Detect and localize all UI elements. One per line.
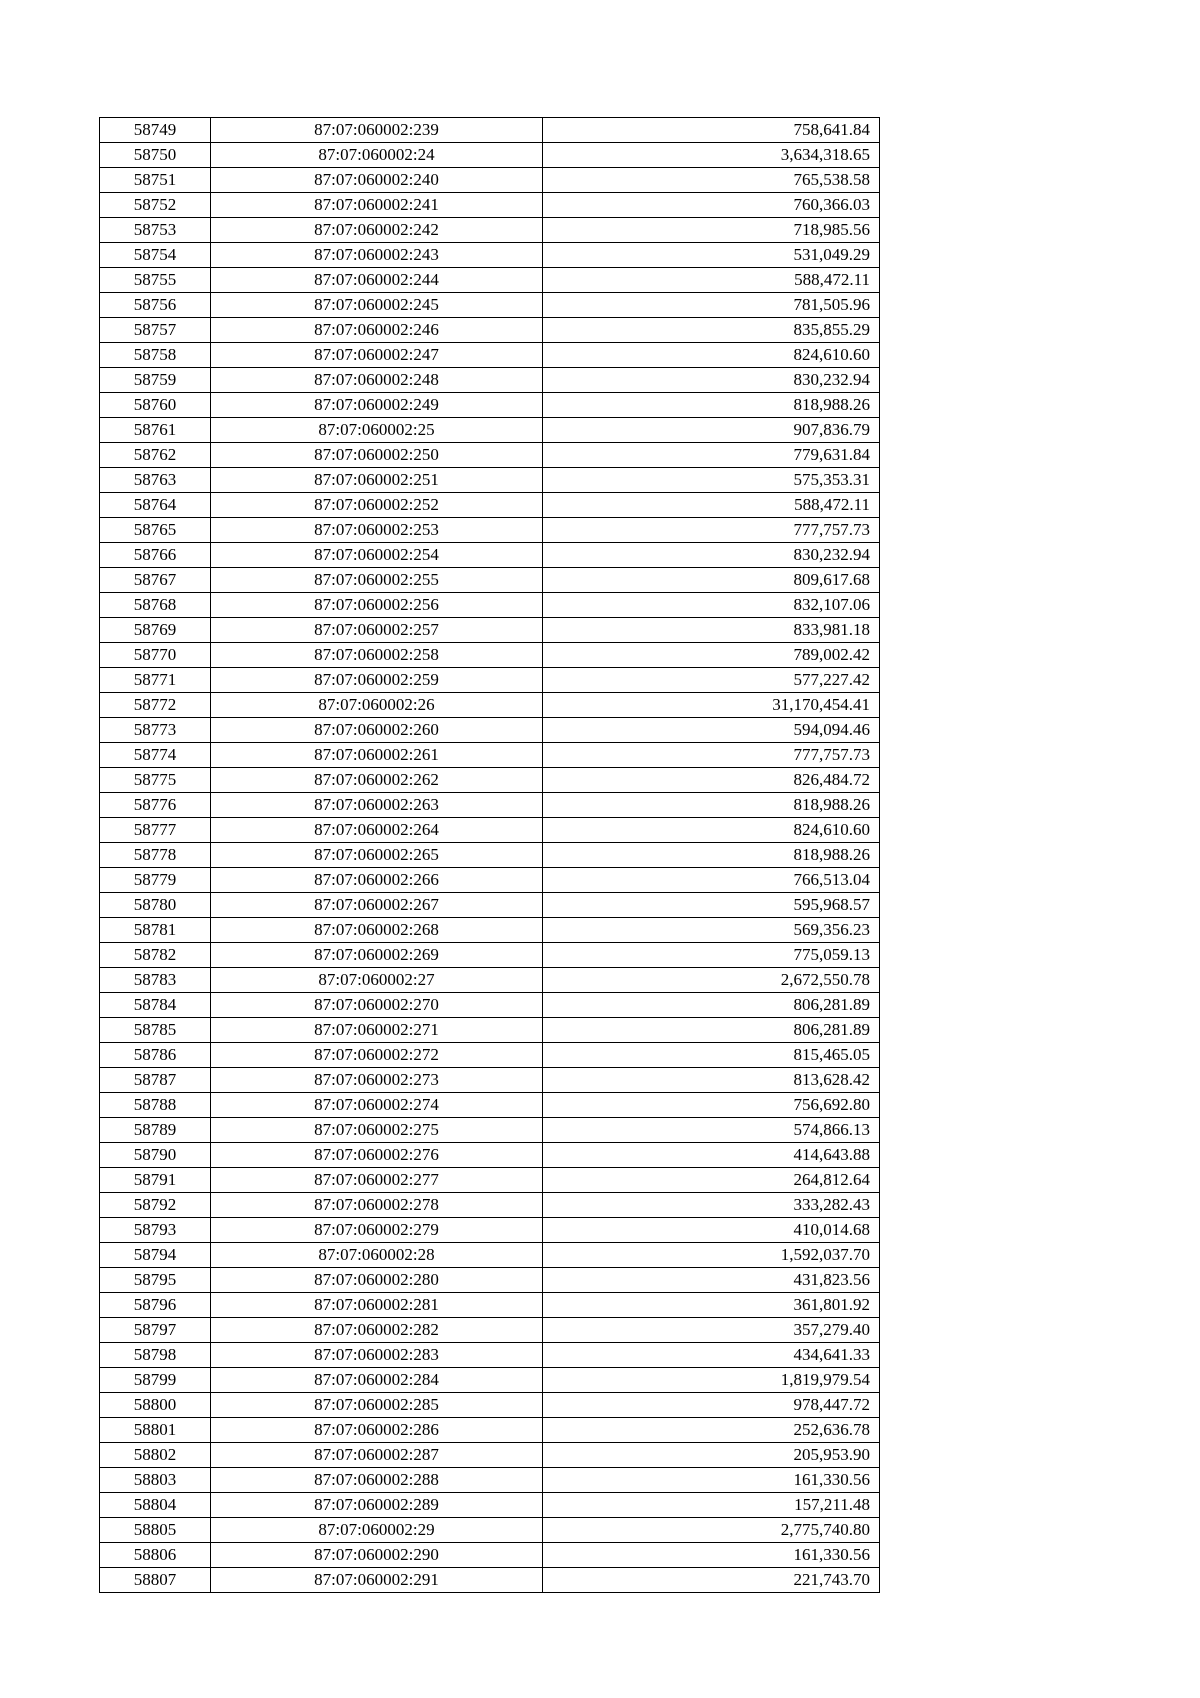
cadastral-number-cell: 87:07:060002:273 [211, 1068, 543, 1093]
table-row [100, 1568, 880, 1593]
cadastral-number-cell: 87:07:060002:24 [211, 143, 543, 168]
cadastral-value-cell: 414,643.88 [543, 1143, 880, 1168]
row-number-cell: 58797 [100, 1318, 211, 1343]
table-row [100, 1018, 880, 1043]
cadastral-number-cell: 87:07:060002:276 [211, 1143, 543, 1168]
cadastral-value-cell: 221,743.70 [543, 1568, 880, 1593]
table-row [100, 293, 880, 318]
cadastral-number-cell: 87:07:060002:290 [211, 1543, 543, 1568]
cadastral-value-cell: 766,513.04 [543, 868, 880, 893]
row-number-cell: 58786 [100, 1043, 211, 1068]
table-row [100, 893, 880, 918]
cadastral-value-cell: 818,988.26 [543, 793, 880, 818]
cadastral-number-cell: 87:07:060002:286 [211, 1418, 543, 1443]
row-number-cell: 58768 [100, 593, 211, 618]
table-row [100, 943, 880, 968]
cadastral-value-cell: 806,281.89 [543, 1018, 880, 1043]
row-number-cell: 58766 [100, 543, 211, 568]
cadastral-value-cell: 818,988.26 [543, 393, 880, 418]
row-number-cell: 58752 [100, 193, 211, 218]
table-row [100, 193, 880, 218]
row-number-cell: 58750 [100, 143, 211, 168]
cadastral-value-cell: 595,968.57 [543, 893, 880, 918]
table-row [100, 868, 880, 893]
cadastral-number-cell: 87:07:060002:241 [211, 193, 543, 218]
cadastral-number-cell: 87:07:060002:29 [211, 1518, 543, 1543]
table-row [100, 1193, 880, 1218]
table-row [100, 343, 880, 368]
row-number-cell: 58762 [100, 443, 211, 468]
row-number-cell: 58773 [100, 718, 211, 743]
cadastral-value-cell: 824,610.60 [543, 343, 880, 368]
row-number-cell: 58793 [100, 1218, 211, 1243]
row-number-cell: 58800 [100, 1393, 211, 1418]
cadastral-value-cell: 824,610.60 [543, 818, 880, 843]
table-row [100, 793, 880, 818]
row-number-cell: 58755 [100, 268, 211, 293]
table-row [100, 118, 880, 143]
table-row [100, 518, 880, 543]
table-row [100, 1493, 880, 1518]
table-row [100, 768, 880, 793]
table-row [100, 1393, 880, 1418]
cadastral-number-cell: 87:07:060002:287 [211, 1443, 543, 1468]
cadastral-value-cell: 1,819,979.54 [543, 1368, 880, 1393]
row-number-cell: 58794 [100, 1243, 211, 1268]
cadastral-value-cell: 161,330.56 [543, 1543, 880, 1568]
cadastral-number-cell: 87:07:060002:284 [211, 1368, 543, 1393]
cadastral-number-cell: 87:07:060002:275 [211, 1118, 543, 1143]
table-row [100, 693, 880, 718]
cadastral-value-cell: 907,836.79 [543, 418, 880, 443]
cadastre-value-table [99, 117, 880, 1593]
row-number-cell: 58769 [100, 618, 211, 643]
table-row [100, 643, 880, 668]
cadastral-value-cell: 157,211.48 [543, 1493, 880, 1518]
table-body [100, 118, 880, 1593]
cadastral-value-cell: 777,757.73 [543, 743, 880, 768]
table-row [100, 668, 880, 693]
cadastral-number-cell: 87:07:060002:252 [211, 493, 543, 518]
cadastral-number-cell: 87:07:060002:263 [211, 793, 543, 818]
cadastral-number-cell: 87:07:060002:25 [211, 418, 543, 443]
cadastral-number-cell: 87:07:060002:274 [211, 1093, 543, 1118]
cadastral-value-cell: 1,592,037.70 [543, 1243, 880, 1268]
cadastral-value-cell: 434,641.33 [543, 1343, 880, 1368]
table-row [100, 318, 880, 343]
cadastral-number-cell: 87:07:060002:270 [211, 993, 543, 1018]
table-row [100, 1468, 880, 1493]
cadastral-number-cell: 87:07:060002:285 [211, 1393, 543, 1418]
row-number-cell: 58765 [100, 518, 211, 543]
cadastral-value-cell: 361,801.92 [543, 1293, 880, 1318]
cadastral-number-cell: 87:07:060002:250 [211, 443, 543, 468]
cadastral-value-cell: 31,170,454.41 [543, 693, 880, 718]
cadastral-number-cell: 87:07:060002:247 [211, 343, 543, 368]
row-number-cell: 58791 [100, 1168, 211, 1193]
table-row [100, 1218, 880, 1243]
cadastral-value-cell: 756,692.80 [543, 1093, 880, 1118]
cadastral-value-cell: 2,775,740.80 [543, 1518, 880, 1543]
cadastral-value-cell: 775,059.13 [543, 943, 880, 968]
table-row [100, 268, 880, 293]
table-row [100, 993, 880, 1018]
table-row [100, 1293, 880, 1318]
cadastral-value-cell: 594,094.46 [543, 718, 880, 743]
cadastral-value-cell: 765,538.58 [543, 168, 880, 193]
cadastral-value-cell: 779,631.84 [543, 443, 880, 468]
cadastral-value-cell: 718,985.56 [543, 218, 880, 243]
cadastral-value-cell: 205,953.90 [543, 1443, 880, 1468]
cadastral-number-cell: 87:07:060002:244 [211, 268, 543, 293]
row-number-cell: 58763 [100, 468, 211, 493]
cadastral-number-cell: 87:07:060002:266 [211, 868, 543, 893]
cadastral-value-cell: 789,002.42 [543, 643, 880, 668]
row-number-cell: 58804 [100, 1493, 211, 1518]
cadastral-value-cell: 264,812.64 [543, 1168, 880, 1193]
row-number-cell: 58795 [100, 1268, 211, 1293]
cadastral-number-cell: 87:07:060002:282 [211, 1318, 543, 1343]
cadastral-value-cell: 161,330.56 [543, 1468, 880, 1493]
table-row [100, 1143, 880, 1168]
table-row [100, 718, 880, 743]
cadastral-number-cell: 87:07:060002:27 [211, 968, 543, 993]
row-number-cell: 58787 [100, 1068, 211, 1093]
table-row [100, 468, 880, 493]
row-number-cell: 58785 [100, 1018, 211, 1043]
cadastral-number-cell: 87:07:060002:288 [211, 1468, 543, 1493]
table-row [100, 1118, 880, 1143]
cadastral-value-cell: 333,282.43 [543, 1193, 880, 1218]
table-row [100, 968, 880, 993]
table-row [100, 1068, 880, 1093]
row-number-cell: 58798 [100, 1343, 211, 1368]
row-number-cell: 58767 [100, 568, 211, 593]
table-row [100, 493, 880, 518]
cadastral-number-cell: 87:07:060002:283 [211, 1343, 543, 1368]
table-row [100, 1443, 880, 1468]
row-number-cell: 58806 [100, 1543, 211, 1568]
table-row [100, 168, 880, 193]
row-number-cell: 58802 [100, 1443, 211, 1468]
cadastral-value-cell: 569,356.23 [543, 918, 880, 943]
table-row [100, 918, 880, 943]
cadastral-value-cell: 575,353.31 [543, 468, 880, 493]
table-row [100, 243, 880, 268]
cadastral-value-cell: 815,465.05 [543, 1043, 880, 1068]
row-number-cell: 58780 [100, 893, 211, 918]
table-row [100, 218, 880, 243]
row-number-cell: 58778 [100, 843, 211, 868]
cadastral-value-cell: 813,628.42 [543, 1068, 880, 1093]
cadastral-number-cell: 87:07:060002:258 [211, 643, 543, 668]
cadastral-number-cell: 87:07:060002:280 [211, 1268, 543, 1293]
cadastral-number-cell: 87:07:060002:26 [211, 693, 543, 718]
table-row [100, 1518, 880, 1543]
cadastral-value-cell: 431,823.56 [543, 1268, 880, 1293]
row-number-cell: 58789 [100, 1118, 211, 1143]
table-row [100, 1043, 880, 1068]
cadastral-value-cell: 588,472.11 [543, 493, 880, 518]
table-row [100, 368, 880, 393]
cadastral-number-cell: 87:07:060002:243 [211, 243, 543, 268]
table-row [100, 1268, 880, 1293]
cadastral-number-cell: 87:07:060002:289 [211, 1493, 543, 1518]
cadastral-value-cell: 978,447.72 [543, 1393, 880, 1418]
cadastral-number-cell: 87:07:060002:245 [211, 293, 543, 318]
table-row [100, 1243, 880, 1268]
row-number-cell: 58803 [100, 1468, 211, 1493]
row-number-cell: 58775 [100, 768, 211, 793]
cadastral-value-cell: 781,505.96 [543, 293, 880, 318]
table-row [100, 393, 880, 418]
cadastral-number-cell: 87:07:060002:269 [211, 943, 543, 968]
cadastral-value-cell: 835,855.29 [543, 318, 880, 343]
cadastral-value-cell: 809,617.68 [543, 568, 880, 593]
row-number-cell: 58753 [100, 218, 211, 243]
row-number-cell: 58792 [100, 1193, 211, 1218]
cadastral-number-cell: 87:07:060002:239 [211, 118, 543, 143]
table-row [100, 1368, 880, 1393]
row-number-cell: 58759 [100, 368, 211, 393]
cadastral-number-cell: 87:07:060002:272 [211, 1043, 543, 1068]
cadastral-number-cell: 87:07:060002:262 [211, 768, 543, 793]
cadastral-number-cell: 87:07:060002:260 [211, 718, 543, 743]
table-row [100, 418, 880, 443]
row-number-cell: 58761 [100, 418, 211, 443]
cadastral-number-cell: 87:07:060002:255 [211, 568, 543, 593]
cadastral-number-cell: 87:07:060002:281 [211, 1293, 543, 1318]
cadastral-number-cell: 87:07:060002:253 [211, 518, 543, 543]
cadastral-number-cell: 87:07:060002:251 [211, 468, 543, 493]
cadastral-number-cell: 87:07:060002:277 [211, 1168, 543, 1193]
cadastral-number-cell: 87:07:060002:28 [211, 1243, 543, 1268]
row-number-cell: 58776 [100, 793, 211, 818]
cadastral-number-cell: 87:07:060002:265 [211, 843, 543, 868]
cadastral-number-cell: 87:07:060002:246 [211, 318, 543, 343]
row-number-cell: 58774 [100, 743, 211, 768]
cadastral-number-cell: 87:07:060002:291 [211, 1568, 543, 1593]
row-number-cell: 58784 [100, 993, 211, 1018]
cadastral-number-cell: 87:07:060002:268 [211, 918, 543, 943]
cadastral-value-cell: 588,472.11 [543, 268, 880, 293]
cadastral-value-cell: 758,641.84 [543, 118, 880, 143]
cadastral-number-cell: 87:07:060002:267 [211, 893, 543, 918]
cadastral-value-cell: 830,232.94 [543, 543, 880, 568]
row-number-cell: 58790 [100, 1143, 211, 1168]
row-number-cell: 58772 [100, 693, 211, 718]
cadastral-number-cell: 87:07:060002:242 [211, 218, 543, 243]
row-number-cell: 58783 [100, 968, 211, 993]
cadastral-value-cell: 252,636.78 [543, 1418, 880, 1443]
table-row [100, 1343, 880, 1368]
cadastral-number-cell: 87:07:060002:240 [211, 168, 543, 193]
row-number-cell: 58771 [100, 668, 211, 693]
table-row [100, 1318, 880, 1343]
row-number-cell: 58770 [100, 643, 211, 668]
cadastral-number-cell: 87:07:060002:278 [211, 1193, 543, 1218]
row-number-cell: 58751 [100, 168, 211, 193]
cadastral-number-cell: 87:07:060002:279 [211, 1218, 543, 1243]
row-number-cell: 58807 [100, 1568, 211, 1593]
table-row [100, 818, 880, 843]
row-number-cell: 58777 [100, 818, 211, 843]
cadastral-number-cell: 87:07:060002:249 [211, 393, 543, 418]
row-number-cell: 58796 [100, 1293, 211, 1318]
cadastral-value-cell: 577,227.42 [543, 668, 880, 693]
cadastral-number-cell: 87:07:060002:257 [211, 618, 543, 643]
cadastral-value-cell: 2,672,550.78 [543, 968, 880, 993]
row-number-cell: 58764 [100, 493, 211, 518]
row-number-cell: 58782 [100, 943, 211, 968]
cadastral-number-cell: 87:07:060002:261 [211, 743, 543, 768]
table-row [100, 843, 880, 868]
table-row [100, 443, 880, 468]
table-row [100, 618, 880, 643]
table-row [100, 593, 880, 618]
row-number-cell: 58805 [100, 1518, 211, 1543]
table-row [100, 1543, 880, 1568]
table-row [100, 1418, 880, 1443]
table-row [100, 543, 880, 568]
cadastral-value-cell: 818,988.26 [543, 843, 880, 868]
cadastral-value-cell: 531,049.29 [543, 243, 880, 268]
cadastral-value-cell: 777,757.73 [543, 518, 880, 543]
row-number-cell: 58749 [100, 118, 211, 143]
row-number-cell: 58801 [100, 1418, 211, 1443]
row-number-cell: 58760 [100, 393, 211, 418]
cadastral-value-cell: 833,981.18 [543, 618, 880, 643]
row-number-cell: 58756 [100, 293, 211, 318]
row-number-cell: 58758 [100, 343, 211, 368]
cadastral-number-cell: 87:07:060002:254 [211, 543, 543, 568]
cadastral-number-cell: 87:07:060002:256 [211, 593, 543, 618]
row-number-cell: 58779 [100, 868, 211, 893]
cadastral-value-cell: 806,281.89 [543, 993, 880, 1018]
cadastral-value-cell: 830,232.94 [543, 368, 880, 393]
cadastral-value-cell: 574,866.13 [543, 1118, 880, 1143]
row-number-cell: 58788 [100, 1093, 211, 1118]
cadastral-number-cell: 87:07:060002:259 [211, 668, 543, 693]
cadastral-value-cell: 357,279.40 [543, 1318, 880, 1343]
table-row [100, 1168, 880, 1193]
cadastral-number-cell: 87:07:060002:264 [211, 818, 543, 843]
cadastral-value-cell: 410,014.68 [543, 1218, 880, 1243]
table-row [100, 143, 880, 168]
cadastral-value-cell: 826,484.72 [543, 768, 880, 793]
cadastral-value-cell: 760,366.03 [543, 193, 880, 218]
cadastral-value-cell: 3,634,318.65 [543, 143, 880, 168]
table-row [100, 1093, 880, 1118]
cadastral-number-cell: 87:07:060002:248 [211, 368, 543, 393]
cadastral-number-cell: 87:07:060002:271 [211, 1018, 543, 1043]
table-row [100, 568, 880, 593]
row-number-cell: 58757 [100, 318, 211, 343]
table-row [100, 743, 880, 768]
cadastral-value-cell: 832,107.06 [543, 593, 880, 618]
row-number-cell: 58799 [100, 1368, 211, 1393]
row-number-cell: 58781 [100, 918, 211, 943]
row-number-cell: 58754 [100, 243, 211, 268]
